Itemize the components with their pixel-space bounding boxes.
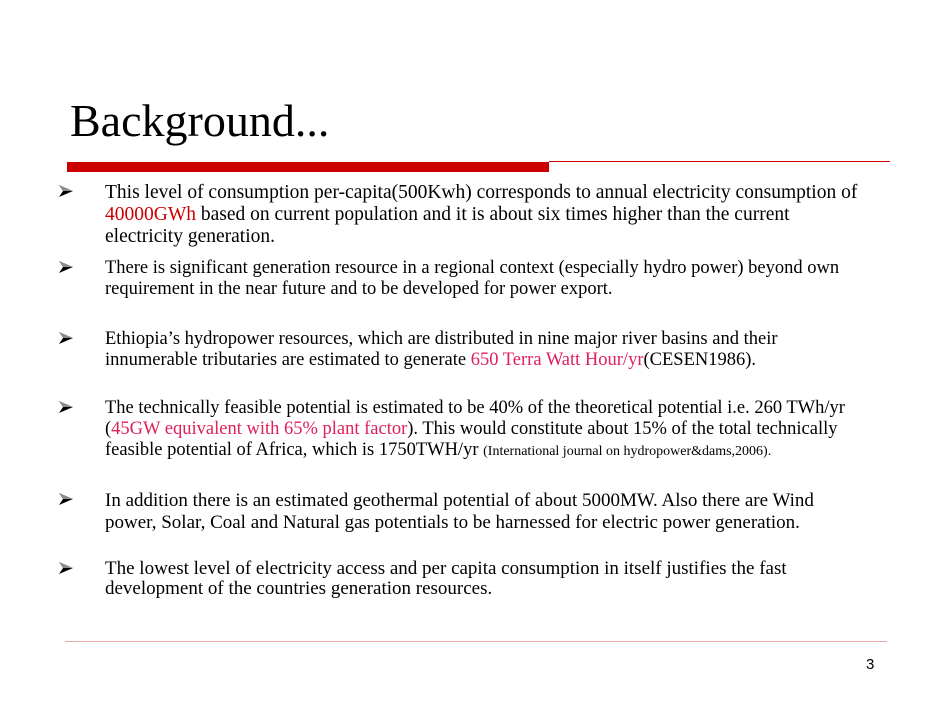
- bullet-5: In addition there is an estimated geothermal potential of about 5000MW. Also there are Wind power, Solar, Coal and Natural gas potentials to be harnessed for electric power generation.: [105, 490, 814, 533]
- bullet-6: The lowest level of electricity access and per capita consumption in itself justifies the fast development of the countries generation resources.: [105, 558, 787, 599]
- footer-rule: [65, 641, 887, 642]
- arrow-bullet-icon: [58, 400, 74, 414]
- arrow-bullet-icon: [58, 331, 74, 345]
- bullet-1-text-a: This level of consumption per-capita(500Kwh) corresponds to annual electricity consumption of: [105, 182, 858, 203]
- arrow-bullet-icon: [58, 561, 74, 575]
- bullet-3-highlight: 650 Terra Watt Hour/yr: [470, 350, 644, 370]
- bullet-4-text-a: The technically feasible potential is estimated to be 40% of the theoretical potential i.e. 260 TWh/yr (: [105, 398, 845, 439]
- bullet-1: [105, 182, 870, 248]
- page-number: 3: [866, 656, 875, 673]
- arrow-bullet-icon: [58, 260, 74, 274]
- bullet-1-highlight: 40000GWh: [105, 204, 196, 225]
- bullet-4: [105, 398, 870, 462]
- bullet-1-text-b: based on current population and it is about six times higher than the current electricity generation.: [105, 204, 790, 247]
- bullet-3-text-a: Ethiopia’s hydropower resources, which are distributed in nine major river basins and their innumerable tributaries are estimated to generate: [105, 329, 778, 370]
- slide-title: Background...: [70, 95, 330, 146]
- arrow-bullet-icon: [58, 184, 74, 198]
- bullet-4-highlight: 45GW equivalent with 65% plant factor: [111, 419, 408, 439]
- arrow-bullet-icon: [58, 492, 74, 506]
- bullet-3: [105, 329, 870, 371]
- bullet-3-text-b: (CESEN1986).: [643, 350, 757, 370]
- bullet-4-text-b: ). This would constitute about 15% of the total technically feasible potential of Africa, which is 1750TWH/yr: [105, 419, 838, 460]
- bullet-2: There is significant generation resource in a regional context (especially hydro power) beyond own requirement in the near future and to be developed for power export.: [105, 258, 840, 299]
- bullet-4-citation: (International journal on hydropower&dams,2006).: [483, 444, 772, 459]
